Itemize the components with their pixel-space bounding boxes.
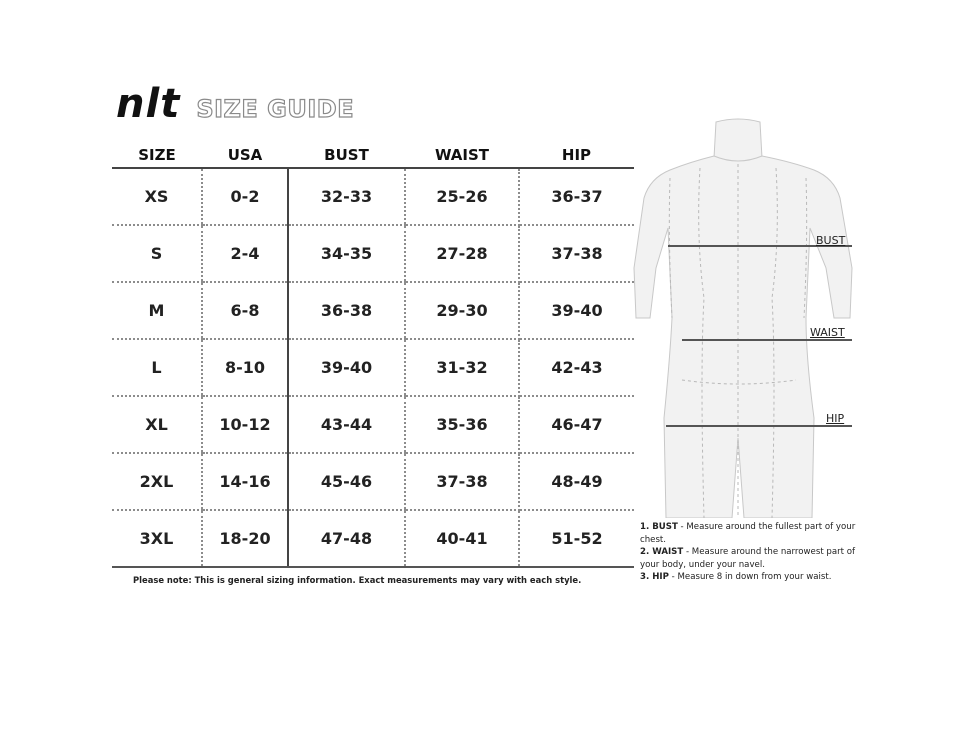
- instruction-item: [640, 521, 860, 546]
- cell-bust: 47-48: [288, 510, 405, 567]
- cell-bust: 39-40: [288, 339, 405, 396]
- mannequin-figure: [630, 118, 860, 518]
- cell-size: 2XL: [112, 453, 202, 510]
- instruction-term: 1. BUST: [640, 522, 678, 532]
- cell-usa: 2-4: [202, 225, 288, 282]
- cell-size: 3XL: [112, 510, 202, 567]
- table-row: [112, 339, 634, 396]
- cell-usa: 18-20: [202, 510, 288, 567]
- cell-waist: 29-30: [405, 282, 519, 339]
- instruction-term: 2. WAIST: [640, 547, 684, 558]
- instruction-text: - Measure around the narrowest part of your body, under your navel.: [640, 547, 856, 570]
- measuring-instructions: [640, 521, 860, 584]
- cell-usa: 8-10: [202, 339, 288, 396]
- cell-hip: 42-43: [519, 339, 634, 396]
- cell-hip: 36-37: [519, 168, 634, 225]
- mannequin-neck: [714, 119, 762, 162]
- brand-logo: nlt: [116, 81, 181, 127]
- cell-hip: 48-49: [519, 453, 634, 510]
- cell-bust: 43-44: [288, 396, 405, 453]
- hip-label: HIP: [826, 412, 845, 425]
- cell-size: XS: [112, 168, 202, 225]
- header-waist: WAIST: [405, 143, 519, 168]
- table-header-row: [112, 143, 634, 168]
- cell-size: S: [112, 225, 202, 282]
- cell-size: M: [112, 282, 202, 339]
- sizing-note: Please note: This is general sizing information. Exact measurements may vary with each style.: [133, 575, 582, 585]
- cell-bust: 45-46: [288, 453, 405, 510]
- table-row: [112, 396, 634, 453]
- cell-usa: 6-8: [202, 282, 288, 339]
- cell-waist: 27-28: [405, 225, 519, 282]
- bust-label: BUST: [816, 234, 846, 247]
- mannequin-illustration: [630, 118, 860, 518]
- cell-size: L: [112, 339, 202, 396]
- cell-usa: 0-2: [202, 168, 288, 225]
- header-size: SIZE: [112, 143, 202, 168]
- header-bust: BUST: [288, 143, 405, 168]
- table-row: [112, 453, 634, 510]
- page-title: SIZE GUIDE: [196, 95, 355, 123]
- waist-label: WAIST: [810, 326, 845, 339]
- header-hip: HIP: [519, 143, 634, 168]
- cell-hip: 37-38: [519, 225, 634, 282]
- cell-hip: 46-47: [519, 396, 634, 453]
- brand-header: [116, 81, 355, 127]
- instruction-text: - Measure around the fullest part of your chest.: [640, 522, 856, 545]
- table-row: [112, 510, 634, 567]
- cell-bust: 34-35: [288, 225, 405, 282]
- size-table: [112, 143, 634, 568]
- instruction-item: [640, 571, 860, 584]
- table-row: [112, 168, 634, 225]
- cell-waist: 40-41: [405, 510, 519, 567]
- instruction-term: 3. HIP: [640, 572, 669, 583]
- cell-bust: 36-38: [288, 282, 405, 339]
- cell-waist: 35-36: [405, 396, 519, 453]
- cell-bust: 32-33: [288, 168, 405, 225]
- cell-size: XL: [112, 396, 202, 453]
- cell-hip: 39-40: [519, 282, 634, 339]
- table-row: [112, 225, 634, 282]
- cell-usa: 14-16: [202, 453, 288, 510]
- header-usa: USA: [202, 143, 288, 168]
- cell-waist: 25-26: [405, 168, 519, 225]
- instruction-text: - Measure 8 in down from your waist.: [668, 572, 832, 583]
- cell-usa: 10-12: [202, 396, 288, 453]
- table-row: [112, 282, 634, 339]
- cell-waist: 37-38: [405, 453, 519, 510]
- cell-hip: 51-52: [519, 510, 634, 567]
- cell-waist: 31-32: [405, 339, 519, 396]
- instruction-item: [640, 546, 860, 571]
